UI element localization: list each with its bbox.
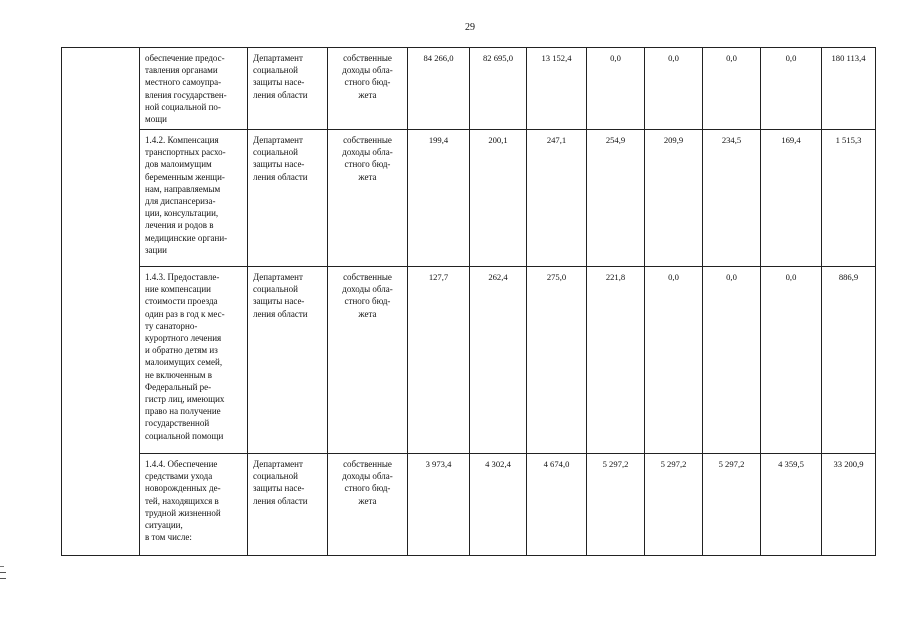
cell-text-line: обеспечение предос-: [145, 53, 225, 63]
scan-margin-mark: [0, 566, 4, 567]
value-cell: 0,0: [703, 48, 761, 130]
value-cell: 5 297,2: [587, 454, 645, 556]
cell-text-line: Департамент: [253, 135, 303, 145]
cell-text-line: новорожденных де-: [145, 483, 221, 494]
department-cell: [248, 130, 328, 267]
table-body: [62, 48, 876, 556]
cell-text-line: защиты насе-: [253, 296, 305, 307]
value-cell: 0,0: [645, 267, 703, 454]
cell-text-line: ту санаторно-: [145, 320, 198, 331]
value-cell: 0,0: [761, 48, 822, 130]
cell-text-line: социальной: [253, 147, 298, 158]
cell-text-line: стоимости проезда: [145, 296, 218, 307]
cell-text-line: право на получение: [145, 406, 221, 417]
cell-text-line: стного бюд-: [344, 77, 391, 88]
cell-text-line: доходы обла-: [342, 284, 393, 295]
cell-text-line: ления области: [253, 308, 308, 319]
value-cell: 4 674,0: [527, 454, 587, 556]
value-cell: 209,9: [645, 130, 703, 267]
cell-text-line: жета: [358, 171, 377, 182]
cell-text-line: не включенным в: [145, 369, 212, 380]
table-row: [62, 130, 876, 267]
value-cell: 0,0: [587, 48, 645, 130]
cell-text-line: трудной жизненной: [145, 507, 221, 518]
cell-text-line: стного бюд-: [344, 483, 391, 494]
total-cell: 180 113,4: [822, 48, 876, 130]
value-cell: 84 266,0: [408, 48, 470, 130]
cell-text-line: и обратно детям из: [145, 345, 218, 356]
cell-text-line: Департамент: [253, 272, 303, 282]
value-cell: 3 973,4: [408, 454, 470, 556]
total-cell: 33 200,9: [822, 454, 876, 556]
activity-cell: [140, 48, 248, 130]
table-row: [62, 454, 876, 556]
cell-text-line: ной социальной по-: [145, 101, 221, 112]
cell-text-line: собственные: [343, 53, 392, 63]
cell-text-line: социальной: [253, 471, 298, 482]
funding-source-cell: [328, 267, 408, 454]
cell-text-line: транспортных расхо-: [145, 147, 226, 158]
cell-text-line: для диспансериза-: [145, 196, 216, 207]
cell-text-line: жета: [358, 495, 377, 506]
cell-text-line: стного бюд-: [344, 159, 391, 170]
cell-text-line: ние компенсации: [145, 284, 211, 295]
value-cell: 234,5: [703, 130, 761, 267]
cell-text-line: защиты насе-: [253, 77, 305, 88]
cell-text-line: защиты насе-: [253, 483, 305, 494]
cell-text-line: государственной: [145, 418, 210, 429]
funding-source-cell: [328, 454, 408, 556]
cell-text-line: Департамент: [253, 459, 303, 469]
cell-text-line: вления государствен-: [145, 89, 227, 100]
cell-text-line: нам, направляемым: [145, 183, 221, 194]
activity-cell: [140, 454, 248, 556]
total-cell: 1 515,3: [822, 130, 876, 267]
cell-text-line: зации: [145, 244, 167, 255]
total-cell: 886,9: [822, 267, 876, 454]
cell-text-line: медицинские органи-: [145, 232, 228, 243]
value-cell: 5 297,2: [703, 454, 761, 556]
value-cell: 5 297,2: [645, 454, 703, 556]
cell-text-line: малоимущих семей,: [145, 357, 223, 368]
cell-text-line: ции, консультации,: [145, 208, 219, 219]
department-cell: [248, 267, 328, 454]
cell-text-line: Департамент: [253, 53, 303, 63]
cell-text-line: жета: [358, 308, 377, 319]
cell-text-line: один раз в год к мес-: [145, 308, 225, 319]
cell-text-line: собственные: [343, 459, 392, 469]
cell-text-line: доходы обла-: [342, 147, 393, 158]
value-cell: 0,0: [645, 48, 703, 130]
table-row: [62, 48, 876, 130]
cell-text-line: 1.4.3. Предоставле-: [145, 272, 220, 282]
page-number: 29: [465, 22, 475, 33]
activity-cell: [140, 267, 248, 454]
value-cell: 0,0: [761, 267, 822, 454]
cell-text-line: 1.4.4. Обеспечение: [145, 459, 218, 469]
department-cell: [248, 48, 328, 130]
value-cell: 4 359,5: [761, 454, 822, 556]
cell-text-line: беременным женщи-: [145, 171, 225, 182]
cell-text-line: собственные: [343, 135, 392, 145]
cell-text-line: дов малоимущим: [145, 159, 212, 170]
value-cell: 82 695,0: [470, 48, 527, 130]
value-cell: 221,8: [587, 267, 645, 454]
cell-text-line: собственные: [343, 272, 392, 282]
value-cell: 4 302,4: [470, 454, 527, 556]
cell-text-line: социальной: [253, 284, 298, 295]
cell-text-line: ления области: [253, 89, 308, 100]
value-cell: 127,7: [408, 267, 470, 454]
cell-text-line: средствами ухода: [145, 471, 213, 482]
cell-text-line: доходы обла-: [342, 471, 393, 482]
cell-text-line: 1.4.2. Компенсация: [145, 135, 219, 145]
value-cell: 275,0: [527, 267, 587, 454]
cell-text-line: ления области: [253, 495, 308, 506]
department-cell: [248, 454, 328, 556]
cell-text-line: в том числе:: [145, 532, 192, 543]
cell-text-line: гистр лиц, имеющих: [145, 394, 225, 405]
cell-text-line: стного бюд-: [344, 296, 391, 307]
scan-margin-mark: [0, 572, 6, 579]
cell-text-line: ления области: [253, 171, 308, 182]
cell-text-line: доходы обла-: [342, 65, 393, 76]
value-cell: 247,1: [527, 130, 587, 267]
value-cell: 169,4: [761, 130, 822, 267]
value-cell: 13 152,4: [527, 48, 587, 130]
cell-text-line: ситуации,: [145, 520, 183, 531]
cell-text-line: курортного лечения: [145, 333, 222, 344]
cell-text-line: местного самоупра-: [145, 77, 222, 88]
funding-source-cell: [328, 48, 408, 130]
cell-text-line: тей, находящихся в: [145, 495, 219, 506]
cell-text-line: Федеральный ре-: [145, 381, 212, 392]
funding-source-cell: [328, 130, 408, 267]
activity-cell: [140, 130, 248, 267]
cell-text-line: тавления органами: [145, 65, 218, 76]
budget-table: [61, 47, 876, 556]
value-cell: 262,4: [470, 267, 527, 454]
empty-cell: [62, 48, 140, 556]
cell-text-line: социальной: [253, 65, 298, 76]
table-row: [62, 267, 876, 454]
cell-text-line: мощи: [145, 114, 167, 125]
value-cell: 200,1: [470, 130, 527, 267]
cell-text-line: социальной помощи: [145, 430, 224, 441]
cell-text-line: защиты насе-: [253, 159, 305, 170]
cell-text-line: лечения и родов в: [145, 220, 214, 231]
value-cell: 0,0: [703, 267, 761, 454]
cell-text-line: жета: [358, 89, 377, 100]
value-cell: 199,4: [408, 130, 470, 267]
value-cell: 254,9: [587, 130, 645, 267]
